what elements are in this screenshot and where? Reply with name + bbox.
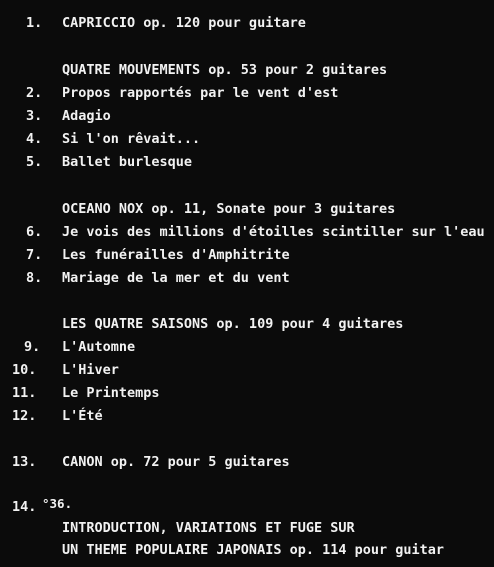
track-number: 9. — [24, 339, 41, 355]
track-title: Le Printemps — [62, 385, 160, 401]
track-number: 6. — [26, 224, 43, 240]
track-number: 2. — [26, 85, 43, 101]
track-number: 4. — [26, 131, 43, 147]
work-heading: UN THEME POPULAIRE JAPONAIS op. 114 pour guitar — [62, 542, 445, 558]
track-number: 12. — [12, 408, 37, 424]
track-title: L'Hiver — [62, 362, 119, 378]
track-number: 13. — [12, 454, 37, 470]
track-title: CAPRICCIO op. 120 pour guitare — [62, 15, 306, 31]
track-number: 8. — [26, 270, 43, 286]
track-number: 7. — [26, 247, 43, 263]
track-title: Je vois des millions d'étoilles scintiller sur l'eau — [62, 224, 485, 240]
track-title: CANON op. 72 pour 5 guitares — [62, 454, 290, 470]
track-number: 5. — [26, 154, 43, 170]
track-title: Ballet burlesque — [62, 154, 193, 170]
track-title: L'Été — [62, 408, 103, 424]
track-title: L'Automne — [62, 339, 136, 355]
work-heading: OCEANO NOX op. 11, Sonate pour 3 guitares — [62, 201, 396, 217]
work-heading: LES QUATRE SAISONS op. 109 pour 4 guitares — [62, 316, 404, 332]
track-title: Les funérailles d'Amphitrite — [62, 247, 290, 263]
work-heading: INTRODUCTION, VARIATIONS ET FUGE SUR — [62, 520, 355, 536]
track-title: Propos rapportés par le vent d'est — [62, 85, 339, 101]
track-number: 10. — [12, 362, 37, 378]
track-title: Si l'on rêvait... — [62, 131, 201, 147]
track-number: 11. — [12, 385, 37, 401]
track-title: Adagio — [62, 108, 111, 124]
work-heading: QUATRE MOUVEMENTS op. 53 pour 2 guitares — [62, 62, 388, 78]
track-title: Mariage de la mer et du vent — [62, 270, 290, 286]
track-number: 3. — [26, 108, 43, 124]
track-number: 1. — [26, 15, 43, 31]
track-annotation: °36. — [42, 496, 73, 511]
track-number: 14. — [12, 499, 37, 515]
